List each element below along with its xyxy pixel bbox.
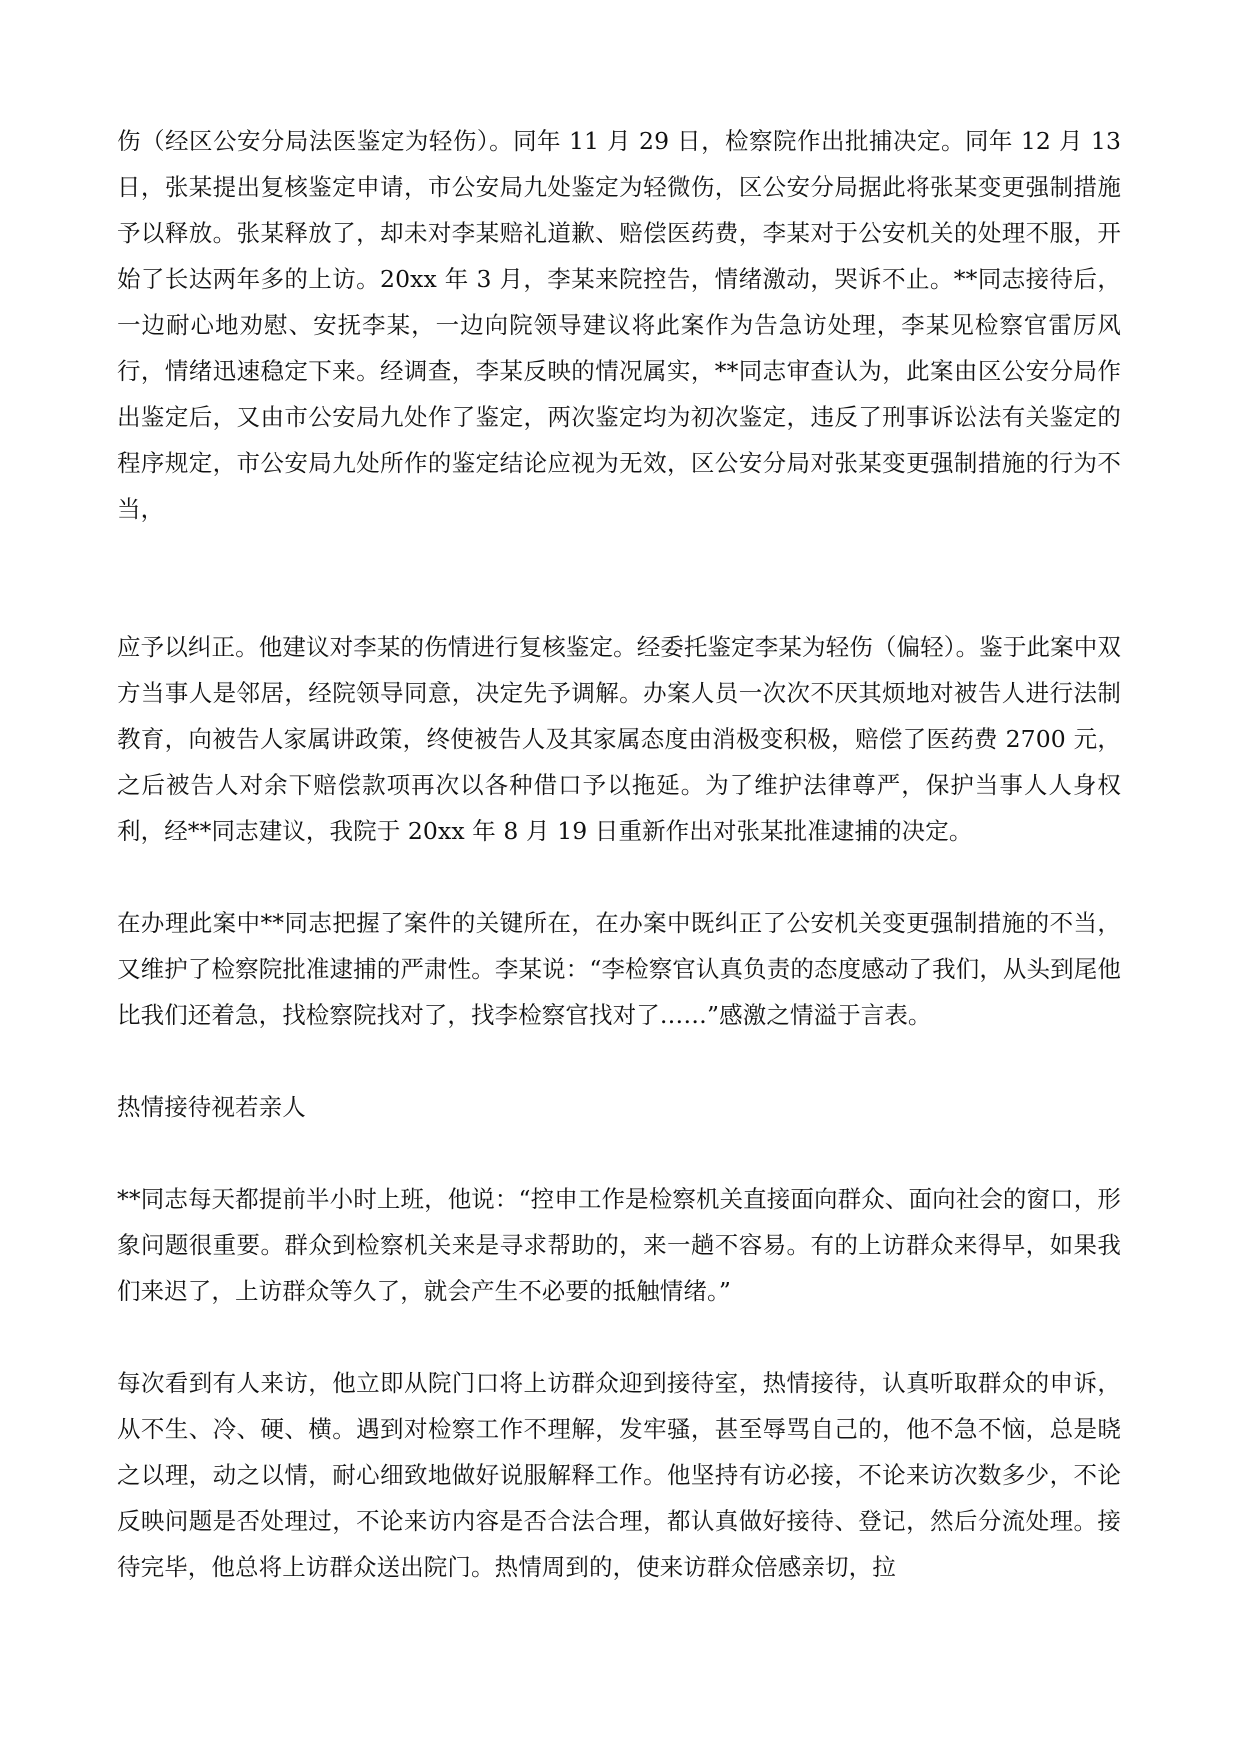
paragraph-case-background: 伤（经区公安分局法医鉴定为轻伤）。同年 11 月 29 日，检察院作出批捕决定。同年 12 月 13 日，张某提出复核鉴定申请，市公安局九处鉴定为轻微伤，区公安分局据此将张某变更强制措施予以释放。张某释放了，却未对李某赔礼道歉、赔偿医药费，李某对于公安机关的处理不服，开始了长达两年多的上访。20xx 年 3 月，李某来院控告，情绪激动，哭诉不止。**同志接待后，一边耐心地劝慰、安抚李某，一边向院领导建议将此案作为告急访处理，李某见检察官雷厉风行，情绪迅速稳定下来。经调查，李某反映的情况属实，**同志审查认为，此案由区公安分局作出鉴定后，又由市公安局九处作了鉴定，两次鉴定均为初次鉴定，违反了刑事诉讼法有关鉴定的程序规定，市公安局九处所作的鉴定结论应视为无效，区公安分局对张某变更强制措施的行为不当， [117, 127, 1121, 523]
section-heading: 热情接待视若亲人 [117, 1093, 306, 1121]
paragraph-case-outcome: 在办理此案中**同志把握了案件的关键所在，在办案中既纠正了公安机关变更强制措施的不当，又维护了检察院批准逮捕的严肃性。李某说：“李检察官认真负责的态度感动了我们，从头到尾他比我们还着急，找检察院找对了，找李检察官找对了……”感激之情溢于言表。 [117, 909, 1121, 1029]
paragraph-early-arrival: **同志每天都提前半小时上班，他说：“控申工作是检察机关直接面向群众、面向社会的窗口，形象问题很重要。群众到检察机关来是寻求帮助的，来一趟不容易。有的上访群众来得早，如果我们来迟了，上访群众等久了，就会产生不必要的抵触情绪。” [117, 1185, 1121, 1305]
document-page [117, 118, 1121, 1590]
paragraph-reception-practice: 每次看到有人来访，他立即从院门口将上访群众迎到接待室，热情接待，认真听取群众的申诉，从不生、冷、硬、横。遇到对检察工作不理解，发牢骚，甚至辱骂自己的，他不急不恼，总是晓之以理，动之以情，耐心细致地做好说服解释工作。他坚持有访必接，不论来访次数多少，不论反映问题是否处理过，不论来访内容是否合法合理，都认真做好接待、登记，然后分流处理。接待完毕，他总将上访群众送出院门。热情周到的，使来访群众倍感亲切，拉 [117, 1369, 1121, 1581]
paragraph-case-correction: 应予以纠正。他建议对李某的伤情进行复核鉴定。经委托鉴定李某为轻伤（偏轻）。鉴于此案中双方当事人是邻居，经院领导同意，决定先予调解。办案人员一次次不厌其烦地对被告人进行法制教育，向被告人家属讲政策，终使被告人及其家属态度由消极变积极，赔偿了医药费 2700 元，之后被告人对余下赔偿款项再次以各种借口予以拖延。为了维护法律尊严，保护当事人人身权利，经**同志建议，我院于 20xx 年 8 月 19 日重新作出对张某批准逮捕的决定。 [117, 633, 1121, 845]
